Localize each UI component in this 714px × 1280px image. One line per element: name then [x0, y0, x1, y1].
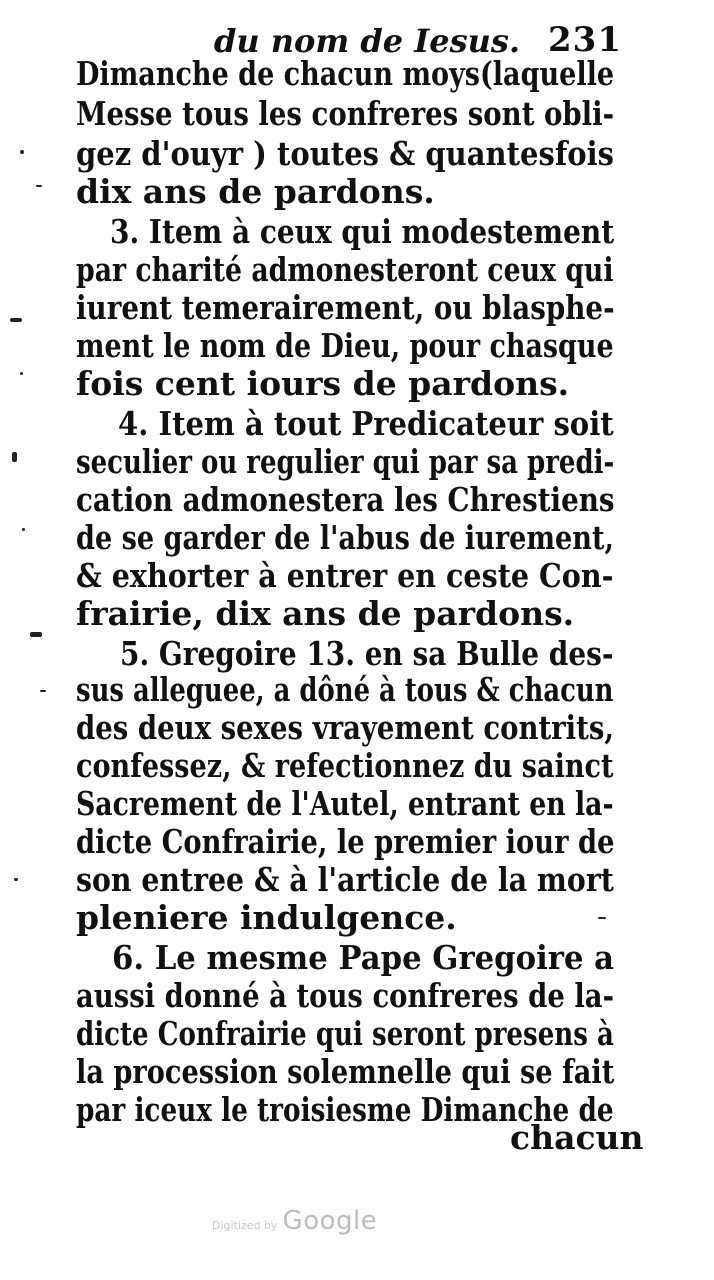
margin-ink-mark — [14, 878, 18, 881]
text-line: son entree & à l'article de la mort — [76, 860, 614, 899]
text-line: confessez, & refectionnez du sainct — [76, 746, 614, 785]
margin-ink-mark — [40, 690, 46, 692]
text-line: sus alleguee, a dôné à tous & chacun — [76, 670, 614, 709]
text-line: seculier ou regulier qui par sa predi- — [76, 442, 615, 481]
margin-ink-mark — [36, 185, 42, 187]
text-line: 4. Item à tout Predicateur soit — [118, 404, 614, 443]
text-line: & exhorter à entrer en ceste Con- — [76, 556, 614, 595]
text-line: gez d'ouyr ) toutes & quantesfois — [76, 134, 614, 173]
text-line: pleniere indulgence. — [76, 898, 457, 937]
text-line: de se garder de l'abus de iurement, — [76, 518, 614, 557]
text-line: 3. Item à ceux qui modestement — [110, 212, 615, 251]
text-line: ment le nom de Dieu, pour chasque — [76, 326, 614, 365]
margin-ink-mark — [20, 372, 23, 375]
margin-ink-mark — [598, 917, 606, 919]
text-line: la procession solemnelle qui se fait — [76, 1052, 615, 1091]
text-line: iurent temerairement, ou blasphe- — [76, 288, 615, 327]
digitized-by-text: Digitized by — [212, 1219, 278, 1232]
text-line: par charité admonesteront ceux qui — [76, 250, 614, 289]
page-number: 231 — [548, 20, 622, 60]
text-line: Messe tous les confreres sont obli- — [76, 94, 615, 133]
text-line: frairie, dix ans de pardons. — [76, 594, 575, 633]
text-line: 5. Gregoire 13. en sa Bulle des- — [120, 634, 614, 673]
google-brand: Google — [282, 1206, 378, 1236]
text-line: dicte Confrairie qui seront presens à — [76, 1014, 614, 1053]
text-line: par iceux le troisiesme Dimanche de — [76, 1090, 614, 1129]
text-line: des deux sexes vrayement contrits, — [76, 708, 614, 747]
text-line: Dimanche de chacun moys(laquelle — [76, 54, 615, 93]
text-line: fois cent iours de pardons. — [76, 364, 570, 403]
text-line: dix ans de pardons. — [76, 172, 435, 211]
text-line: Sacrement de l'Autel, entrant en la- — [76, 784, 614, 823]
catchword: chacun — [510, 1118, 644, 1157]
text-line: aussi donné à tous confreres de la- — [76, 976, 614, 1015]
margin-ink-mark — [12, 452, 17, 462]
margin-ink-mark — [20, 150, 24, 154]
margin-ink-mark — [30, 632, 42, 637]
text-line: dicte Confrairie, le premier iour de — [76, 822, 615, 861]
margin-ink-mark — [10, 318, 22, 322]
text-line: 6. Le mesme Pape Gregoire a — [112, 938, 615, 977]
margin-ink-mark — [22, 528, 25, 531]
running-title: du nom de Iesus. — [214, 22, 521, 60]
digitization-watermark — [212, 1206, 377, 1236]
text-line: cation admonestera les Chrestiens — [76, 480, 615, 519]
